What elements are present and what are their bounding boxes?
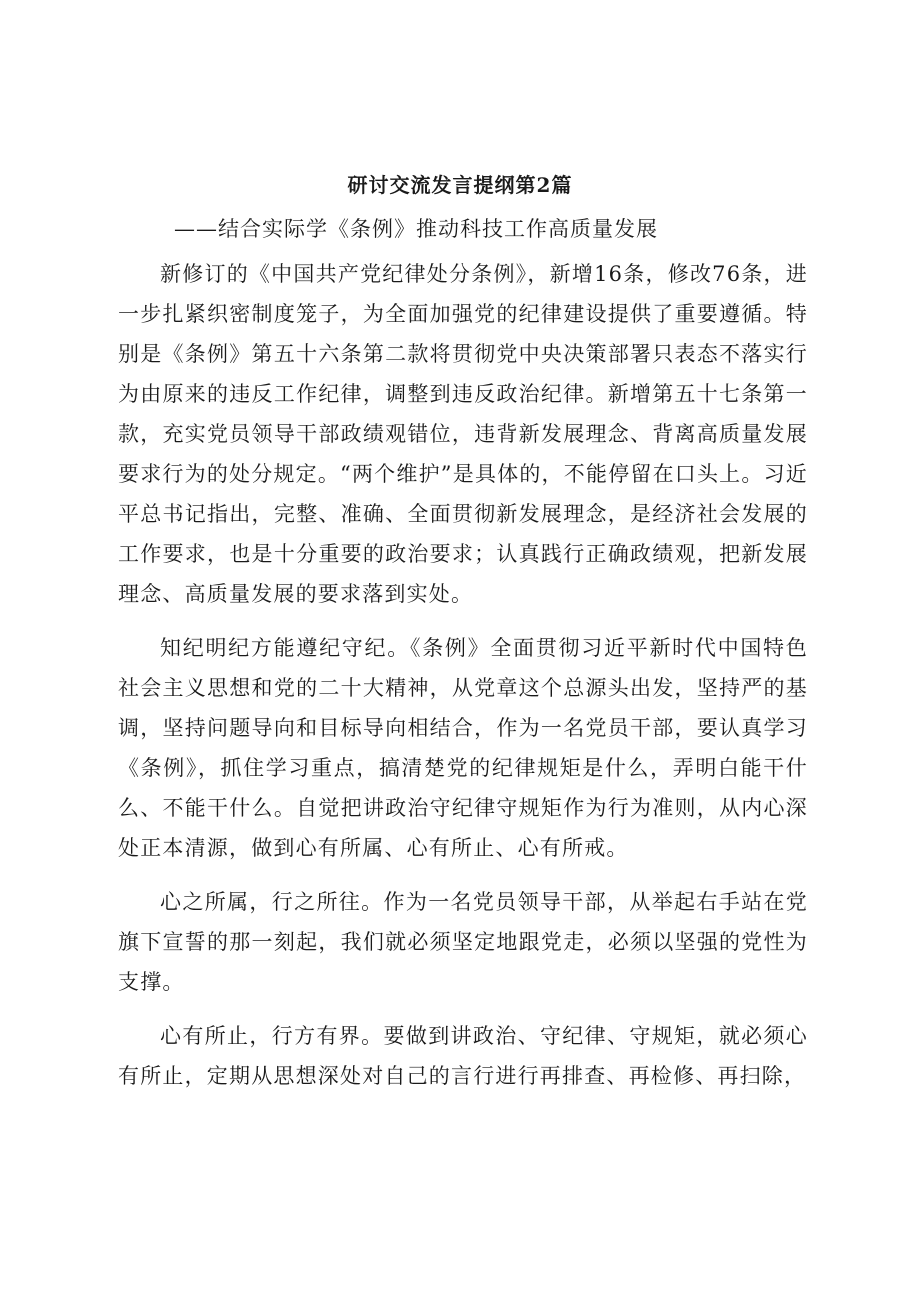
paragraph-3: 心之所属，行之所往。作为一名党员领导干部，从举起右手站在党旗下宣誓的那一刻起，我们就必须坚定地跟党走，必须以坚强的党性为支撑。: [118, 890, 808, 994]
document-body: [118, 254, 808, 1096]
document-subtitle: ——结合实际学《条例》推动科技工作高质量发展: [174, 217, 658, 241]
paragraph-2: 知纪明纪方能遵纪守纪。《条例》全面贯彻习近平新时代中国特色社会主义思想和党的二十大精神，从党章这个总源头出发，坚持严的基调，坚持问题导向和目标导向相结合，作为一名党员干部，要认真学习《条例》，抓住学习重点，搞清楚党的纪律规矩是什么，弄明白能干什么、不能干什么。自觉把讲政治守纪律守规矩作为行为准则，从内心深处正本清源，做到心有所属、心有所止、心有所戒。: [118, 636, 808, 860]
paragraph-4: 心有所止，行方有界。要做到讲政治、守纪律、守规矩，就必须心有所止，定期从思想深处对自己的言行进行再排查、再检修、再扫除，: [118, 1024, 808, 1088]
document-title: 研讨交流发言提纲第2篇: [347, 173, 573, 197]
paragraph-1: 新修订的《中国共产党纪律处分条例》，新增16条，修改76条，进一步扎紧织密制度笼子，为全面加强党的纪律建设提供了重要遵循。特别是《条例》第五十六条第二款将贯彻党中央决策部署只表态不落实行为由原来的违反工作纪律，调整到违反政治纪律。新增第五十七条第一款，充实党员领导干部政绩观错位，违背新发展理念、背离高质量发展要求行为的处分规定。“两个维护”是具体的，不能停留在口头上。习近平总书记指出，完整、准确、全面贯彻新发展理念，是经济社会发展的工作要求，也是十分重要的政治要求；认真践行正确政绩观，把新发展理念、高质量发展的要求落到实处。: [118, 262, 808, 606]
